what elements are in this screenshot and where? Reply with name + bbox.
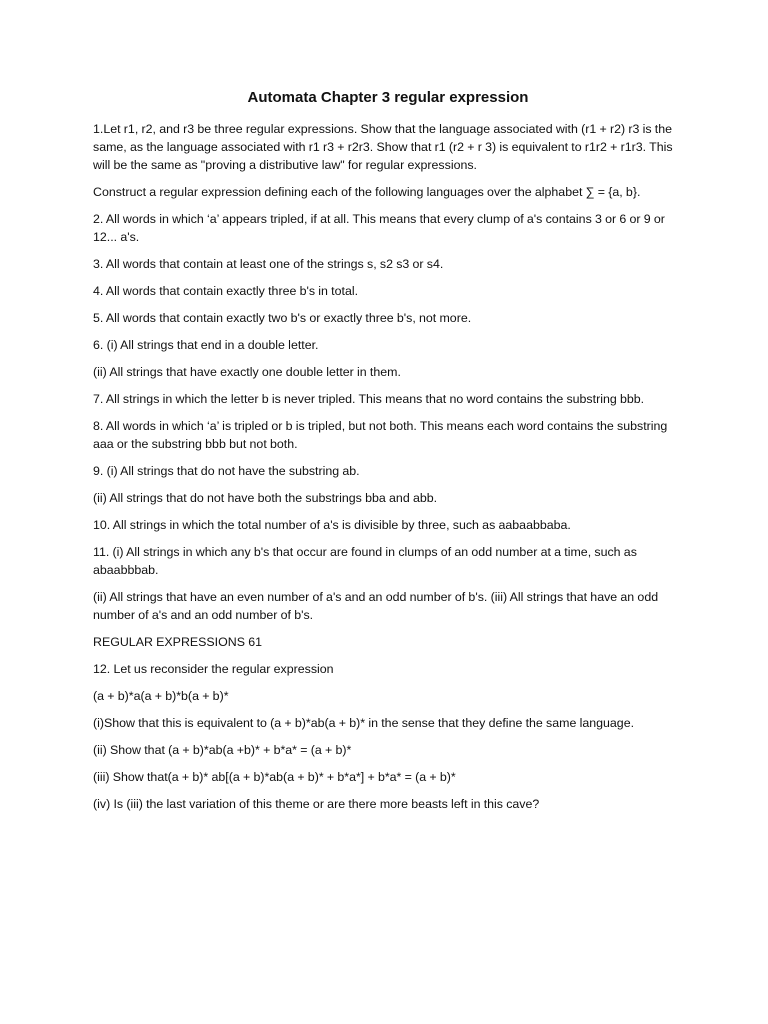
paragraph-instructions: Construct a regular expression defining each of the following languages over the alphabet ∑ = {a, b}. [93, 185, 641, 199]
paragraph-q12-iv: (iv) Is (iii) the last variation of this theme or are there more beasts left in this cave? [93, 797, 540, 811]
paragraph-q6-ii: (ii) All strings that have exactly one double letter in them. [93, 365, 401, 379]
paragraph-q7: 7. All strings in which the letter b is never tripled. This means that no word contains the substring bbb. [93, 392, 645, 406]
paragraph-q11-ii-iii: (ii) All strings that have an even number of a's and an odd number of b's. (iii) All strings that have an odd number of a's and an odd number of b's. [93, 590, 659, 622]
document-title: Automata Chapter 3 regular expression [247, 89, 529, 106]
paragraph-q9-ii: (ii) All strings that do not have both the substrings bba and abb. [93, 491, 438, 505]
paragraph-q12-iii: (iii) Show that(a + b)* ab[(a + b)*ab(a + b)* + b*a*] + b*a* = (a + b)* [93, 770, 456, 784]
paragraph-q8: 8. All words in which ‘a’ is tripled or b is tripled, but not both. This means each word contains the substring aaa or the substring bbb but not both. [93, 419, 668, 451]
paragraph-q12-expression: (a + b)*a(a + b)*b(a + b)* [93, 689, 229, 703]
paragraph-q12-ii: (ii) Show that (a + b)*ab(a +b)* + b*a* = (a + b)* [93, 743, 352, 757]
paragraph-q4: 4. All words that contain exactly three b's in total. [93, 284, 359, 298]
paragraph-q5: 5. All words that contain exactly two b's or exactly three b's, not more. [93, 311, 472, 325]
paragraph-q10: 10. All strings in which the total number of a's is divisible by three, such as aabaabbaba. [93, 518, 571, 532]
paragraph-q12: 12. Let us reconsider the regular expression [93, 662, 334, 676]
paragraph-q6-i: 6. (i) All strings that end in a double letter. [93, 338, 319, 352]
paragraph-q3: 3. All words that contain at least one of the strings s, s2 s3 or s4. [93, 257, 444, 271]
document-page [93, 88, 683, 822]
paragraph-q1: 1.Let r1, r2, and r3 be three regular expressions. Show that the language associated with (r1 + r2) r3 is the same, as the language associated with r1 r3 + r2r3. Show that r1 (r2 + r 3) is equivalent to r1r2 + r1r3. This will be the same as "proving a distributive law" for regular expressions. [93, 122, 673, 172]
paragraph-q9-i: 9. (i) All strings that do not have the substring ab. [93, 464, 360, 478]
paragraph-q11-i: 11. (i) All strings in which any b's that occur are found in clumps of an odd number at a time, such as abaabbbab. [93, 545, 637, 577]
paragraph-q2: 2. All words in which ‘a’ appears tripled, if at all. This means that every clump of a's contains 3 or 6 or 9 or 12... a's. [93, 212, 665, 244]
paragraph-q12-i: (i)Show that this is equivalent to (a + b)*ab(a + b)* in the sense that they define the same language. [93, 716, 635, 730]
paragraph-section-header: REGULAR EXPRESSIONS 61 [93, 635, 262, 649]
